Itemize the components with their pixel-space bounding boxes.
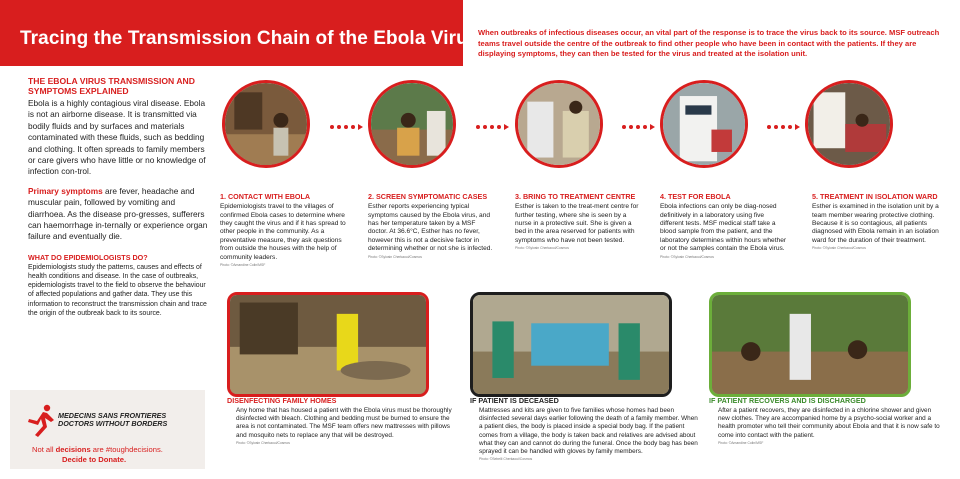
epidemiologists-text: Epidemiologists study the patterns, causes and effects of health conditions and disease. In the case of outbreaks, epidemiologists travel to the field to observe the behaviour of affected populations and gather data. They use this information to reconstruct the transmission chain and trace the origin of the outbreak back to its source. — [28, 263, 207, 317]
recovery-caption — [709, 396, 941, 445]
msf-logo-box — [10, 390, 205, 469]
step-4-text: Ebola infections can only be diag-nosed definitively in a laboratory using five different tests. MSF medical staff take a blood sample from the patient, and the laboratory determines within hours whether or not the samples contain the Ebola virus. — [660, 203, 787, 253]
title-banner — [0, 0, 479, 66]
disinfecting-credit: Photo: ©Sylvain Cherkaoui/Cosmos — [236, 440, 290, 445]
arrow-3-4 — [622, 124, 655, 130]
step-3-text: Esther is taken to the treat-ment centre for further testing, where she is seen by a nurse in a protective suit. She is given a bed in the area reserved for patients with symptoms who have not been tested. — [515, 203, 639, 244]
step-5-text: Esther is examined in the isolation unit by a team member wearing protective clothing. Because it is so contagious, all patients diagnosed with Ebola remain in an isolation ward for the duration of their treatment. — [812, 203, 939, 244]
step-1-heading: 1. CONTACT WITH EBOLA — [220, 192, 311, 201]
transmission-text: Ebola is a highly contagious viral disease. Ebola is not an airborne disease. It is transmitted via bodily fluids and by surfaces and materials contaminated with these fluids, such as bedding and clothing. It often spreads to family members or care givers who have little or no knowledge of infection con-trol. — [28, 98, 206, 177]
disinfecting-text: Any home that has housed a patient with the Ebola virus must be thoroughly disinfected with bleach. Clothing and bedding must be burned to ensure the area is not contaminated. The MSF team offers new mattresses with pillows and mosquito nets to replace any that will be destroyed. — [236, 407, 452, 439]
step-3 — [515, 193, 643, 250]
tagline-1 — [32, 445, 163, 454]
symptoms-lead: Primary symptoms — [28, 185, 103, 196]
intro-text: When outbreaks of infectious diseases occur, an vital part of the response is to trace the virus back to its source. MSF outreach teams travel outside the centre of the outbreak to find other people who have been in contact with the patients. If they are displaying symptoms, they can then be tested for the virus and treated at the isolation unit. — [478, 28, 940, 59]
msf-running-man-icon — [26, 404, 56, 438]
arrow-2-3 — [476, 124, 509, 130]
recovery-photo — [709, 292, 911, 397]
step-2-credit: Photo: ©Sylvain Cherkaoui/Cosmos — [368, 254, 422, 259]
step-1-credit: Photo: ©Amandine Colin/MSF — [220, 263, 266, 268]
msf-logo-text — [58, 412, 167, 428]
symptoms-rest: are fever, headache and muscular pain, followed by vomiting and diarrhoea. As the disease pro-gresses, sufferers can haemorrhage in-ternally or experience organ failure and eventually die. — [28, 185, 208, 242]
step-3-photo — [515, 80, 603, 168]
deceased-caption — [470, 396, 702, 461]
disinfecting-photo — [227, 292, 429, 397]
recovery-heading: IF PATIENT RECOVERS AND IS DISCHARGED — [709, 396, 866, 405]
deceased-heading: IF PATIENT IS DECEASED — [470, 396, 559, 405]
step-1 — [220, 193, 348, 267]
recovery-text: After a patient recovers, they are disinfected in a chlorine shower and given new clothes. They are accompanied home by a psycho-social worker and a health promoter who tell their community about Ebola and that it is now safe to come into contact with the patient. — [718, 407, 940, 439]
tagline-1-bold: decisions — [55, 445, 91, 454]
epidemiologists-heading: WHAT DO EPIDEMIOLOGISTS DO? — [28, 252, 148, 262]
arrow-1-2 — [330, 124, 363, 130]
deceased-text: Mattresses and kits are given to five families whose homes had been disinfected several days earlier following the death of a family member. When a patient dies, the body is placed inside a special body bag. If the patient comes from a village, the body is taken back and relatives are advised about what they can and cannot do during the funeral. Once the body bag has been sprayed it can be handled with gloves by family members. — [479, 407, 698, 456]
step-1-photo — [222, 80, 310, 168]
arrow-4-5 — [767, 124, 800, 130]
tagline-1-pre: Not all — [32, 445, 56, 454]
symptoms-text — [28, 186, 208, 243]
page-title: Tracing the Transmission Chain of the Ebola Virus — [20, 28, 479, 49]
step-5-credit: Photo: ©Sylvain Cherkaoui/Cosmos — [812, 246, 866, 251]
msf-name-fr: MEDECINS SANS FRONTIERES — [58, 411, 167, 420]
tagline-2: Decide to Donate. — [62, 455, 127, 464]
step-3-heading: 3. BRING TO TREATMENT CENTRE — [515, 192, 636, 201]
left-column — [10, 76, 208, 318]
tagline-1-post: are #toughdecisions. — [90, 445, 163, 454]
disinfecting-caption — [227, 396, 459, 445]
step-1-text: Epidemiologists travel to the villages of confirmed Ebola cases to determine where they caught the virus and if it has spread to other people in the community. As a preventative measure, they ask questions from outside the houses with the help of community leaders. — [220, 203, 346, 261]
deceased-credit: Photo: ©Sebelli Cherkaoui/Cosmos — [479, 457, 533, 462]
step-5-heading: 5. TREATMENT IN ISOLATION WARD — [812, 192, 938, 201]
step-5 — [812, 193, 940, 250]
recovery-credit: Photo: ©Amandine Colin/MSF — [718, 440, 764, 445]
step-2-text: Esther reports experiencing typical symptoms caused by the Ebola virus, and has her temperature taken by a MSF doctor. At 36.6°C, Esther has no fever, however this is not a decisive factor in determining whether or not she is infected. — [368, 203, 493, 253]
step-4-heading: 4. TEST FOR EBOLA — [660, 192, 731, 201]
step-4-photo — [660, 80, 748, 168]
deceased-photo — [470, 292, 672, 397]
step-2-heading: 2. SCREEN SYMPTOMATIC CASES — [368, 192, 488, 201]
disinfecting-heading: DISENFECTING FAMILY HOMES — [227, 396, 337, 405]
step-4 — [660, 193, 788, 259]
step-2-photo — [368, 80, 456, 168]
transmission-heading: THE EBOLA VIRUS TRANSMISSION AND SYMPTOMS EXPLAINED — [28, 76, 195, 96]
step-5-photo — [805, 80, 893, 168]
step-3-credit: Photo: ©Sylvain Cherkaoui/Cosmos — [515, 246, 569, 251]
step-2 — [368, 193, 496, 259]
msf-name-en: DOCTORS WITHOUT BORDERS — [58, 419, 168, 428]
step-4-credit: Photo: ©Sylvain Cherkaoui/Cosmos — [660, 254, 714, 259]
